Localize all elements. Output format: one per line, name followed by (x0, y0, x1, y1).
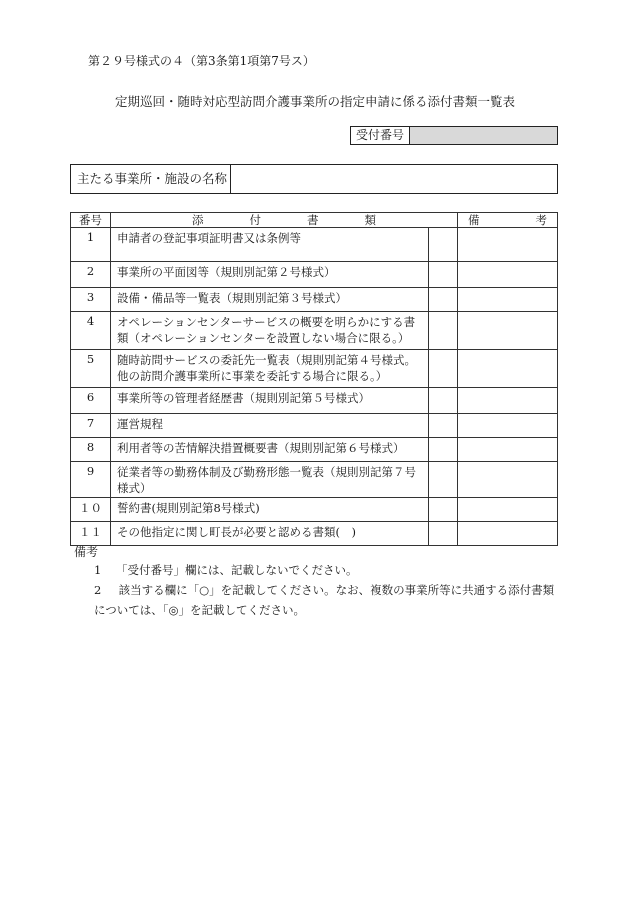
row-document-name: 利用者等の苦情解決措置概要書（規則別記第６号様式） (111, 438, 429, 462)
receipt-number-box (350, 126, 558, 145)
facility-name-field[interactable] (231, 165, 557, 193)
row-number: 1 (71, 228, 111, 262)
row-document-name: 誓約書(規則別記第8号様式) (111, 498, 429, 522)
note-item (94, 580, 564, 620)
notes-title: 備考 (74, 545, 99, 559)
table-row (71, 414, 558, 438)
row-remarks-cell[interactable] (458, 288, 558, 312)
row-number: １１ (71, 522, 111, 546)
row-document-name: 運営規程 (111, 414, 429, 438)
row-remarks-cell[interactable] (458, 414, 558, 438)
table-row (71, 438, 558, 462)
note-text: 「受付番号」欄には、記載しないでください。 (115, 563, 358, 577)
page-title: 定期巡回・随時対応型訪問介護事業所の指定申請に係る添付書類一覧表 (114, 94, 515, 109)
row-remarks-cell[interactable] (458, 312, 558, 350)
row-document-name: 事業所の平面図等（規則別記第２号様式） (111, 262, 429, 288)
row-remarks-cell[interactable] (458, 228, 558, 262)
row-remarks-cell[interactable] (458, 522, 558, 546)
table-row (71, 312, 558, 350)
row-number: 4 (71, 312, 111, 350)
header-no: 番号 (71, 213, 111, 228)
facility-name-label: 主たる事業所・施設の名称 (71, 165, 231, 193)
table-row (71, 522, 558, 546)
row-remarks-cell[interactable] (458, 262, 558, 288)
header-docs: 添付書類 (111, 213, 458, 228)
row-check-cell[interactable] (429, 438, 458, 462)
form-number: 第２９号様式の４（第3条第1項第7号ス） (88, 54, 315, 68)
row-number: 7 (71, 414, 111, 438)
row-number: 2 (71, 262, 111, 288)
row-number: 3 (71, 288, 111, 312)
row-remarks-cell[interactable] (458, 498, 558, 522)
receipt-number-field[interactable] (410, 127, 557, 144)
row-document-name: 設備・備品等一覧表（規則別記第３号様式） (111, 288, 429, 312)
row-remarks-cell[interactable] (458, 350, 558, 388)
row-check-cell[interactable] (429, 262, 458, 288)
row-remarks-cell[interactable] (458, 462, 558, 498)
row-document-name: その他指定に関し町長が必要と認める書類( ) (111, 522, 429, 546)
row-check-cell[interactable] (429, 228, 458, 262)
attachment-table (70, 212, 558, 546)
table-row (71, 350, 558, 388)
row-remarks-cell[interactable] (458, 388, 558, 414)
row-check-cell[interactable] (429, 350, 458, 388)
table-row (71, 228, 558, 262)
row-number: 8 (71, 438, 111, 462)
row-check-cell[interactable] (429, 522, 458, 546)
note-text: 該当する欄に「○」を記載してください。なお、複数の事業所等に共通する添付書類については、「◎」を記載してください。 (94, 583, 555, 617)
row-document-name: 従業者等の勤務体制及び勤務形態一覧表（規則別記第７号様式） (111, 462, 429, 498)
row-check-cell[interactable] (429, 312, 458, 350)
row-number: １０ (71, 498, 111, 522)
row-number: 5 (71, 350, 111, 388)
row-document-name: 事業所等の管理者経歴書（規則別記第５号様式） (111, 388, 429, 414)
row-document-name: オペレーションセンターサービスの概要を明らかにする書類（オペレーションセンターを設置しない場合に限る。） (111, 312, 429, 350)
note-number: 1 (94, 563, 102, 577)
row-check-cell[interactable] (429, 388, 458, 414)
note-number: 2 (94, 583, 102, 597)
row-number: 9 (71, 462, 111, 498)
table-row (71, 288, 558, 312)
facility-name-box (70, 164, 558, 194)
table-row (71, 498, 558, 522)
row-check-cell[interactable] (429, 414, 458, 438)
header-remarks: 備考 (458, 213, 558, 228)
row-number: 6 (71, 388, 111, 414)
row-document-name: 申請者の登記事項証明書又は条例等 (111, 228, 429, 262)
note-item (94, 560, 357, 580)
table-row (71, 462, 558, 498)
receipt-number-label: 受付番号 (351, 127, 410, 144)
row-check-cell[interactable] (429, 288, 458, 312)
row-check-cell[interactable] (429, 498, 458, 522)
table-row (71, 388, 558, 414)
row-document-name: 随時訪問サービスの委託先一覧表（規則別記第４号様式。他の訪問介護事業所に事業を委託する場合に限る。） (111, 350, 429, 388)
table-header-row (71, 213, 558, 228)
row-check-cell[interactable] (429, 462, 458, 498)
row-remarks-cell[interactable] (458, 438, 558, 462)
table-row (71, 262, 558, 288)
